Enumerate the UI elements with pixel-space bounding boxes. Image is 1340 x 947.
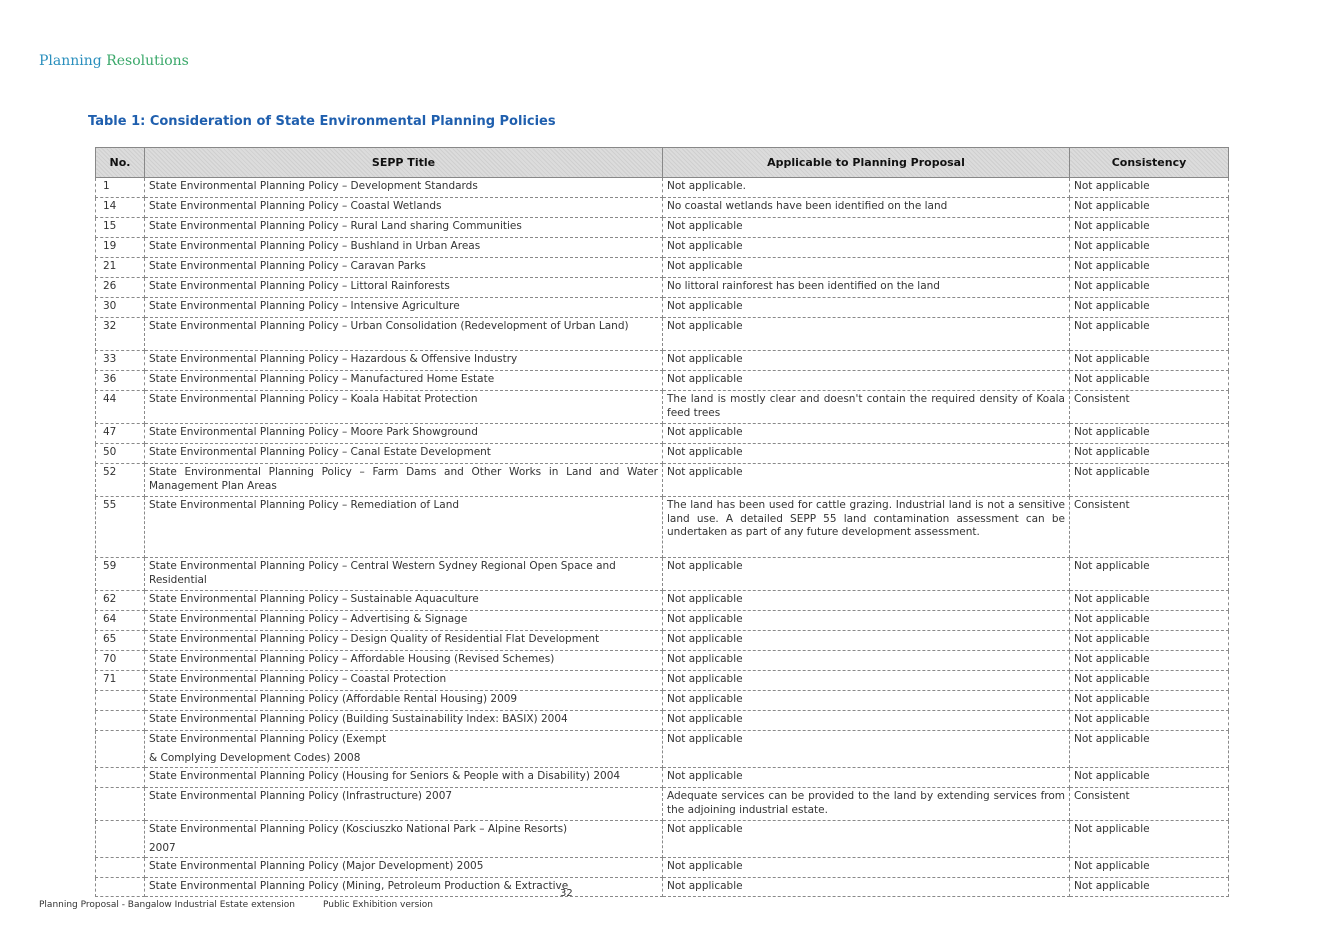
row-title: State Environmental Planning Policy – Koala Habitat Protection <box>145 391 663 424</box>
row-applicable: Not applicable <box>663 821 1070 858</box>
row-consistency: Not applicable <box>1070 591 1229 611</box>
row-no: 19 <box>96 238 145 258</box>
row-title: State Environmental Planning Policy (Infrastructure) 2007 <box>145 788 663 821</box>
row-applicable: Not applicable <box>663 444 1070 464</box>
row-no: 15 <box>96 218 145 238</box>
row-applicable: Not applicable <box>663 631 1070 651</box>
row-no: 70 <box>96 651 145 671</box>
table-row <box>96 691 1229 711</box>
row-no: 1 <box>96 178 145 198</box>
table-row <box>96 631 1229 651</box>
table-row <box>96 731 1229 768</box>
table-row <box>96 558 1229 591</box>
row-applicable: Not applicable <box>663 238 1070 258</box>
row-no <box>96 768 145 788</box>
row-applicable: Not applicable <box>663 731 1070 768</box>
row-applicable: No coastal wetlands have been identified on the land <box>663 198 1070 218</box>
row-applicable: Not applicable <box>663 711 1070 731</box>
table-row <box>96 258 1229 278</box>
row-title-line1: State Environmental Planning Policy (Exempt <box>149 733 387 745</box>
row-applicable: Not applicable <box>663 218 1070 238</box>
row-no <box>96 711 145 731</box>
row-consistency: Not applicable <box>1070 711 1229 731</box>
table-row <box>96 444 1229 464</box>
row-consistency: Consistent <box>1070 788 1229 821</box>
table-caption: Table 1: Consideration of State Environmental Planning Policies <box>88 114 556 129</box>
row-no: 32 <box>96 318 145 351</box>
row-no <box>96 691 145 711</box>
row-no <box>96 731 145 768</box>
row-title: State Environmental Planning Policy – Caravan Parks <box>145 258 663 278</box>
row-no <box>96 788 145 821</box>
row-title: State Environmental Planning Policy – Development Standards <box>145 178 663 198</box>
row-applicable: No littoral rainforest has been identified on the land <box>663 278 1070 298</box>
row-title-line2: 2007 <box>149 841 176 854</box>
row-no: 14 <box>96 198 145 218</box>
row-consistency: Not applicable <box>1070 318 1229 351</box>
row-title: State Environmental Planning Policy – Littoral Rainforests <box>145 278 663 298</box>
row-title: State Environmental Planning Policy – Hazardous & Offensive Industry <box>145 351 663 371</box>
table-row <box>96 497 1229 558</box>
row-no: 47 <box>96 424 145 444</box>
row-consistency: Not applicable <box>1070 558 1229 591</box>
table-row <box>96 218 1229 238</box>
table-row <box>96 298 1229 318</box>
row-title: State Environmental Planning Policy – Design Quality of Residential Flat Development <box>145 631 663 651</box>
row-applicable: Not applicable <box>663 558 1070 591</box>
table-row <box>96 788 1229 821</box>
table-row <box>96 651 1229 671</box>
row-no <box>96 858 145 878</box>
row-consistency: Not applicable <box>1070 651 1229 671</box>
row-title: State Environmental Planning Policy – Farm Dams and Other Works in Land and Water Management Plan Areas <box>145 464 663 497</box>
row-title: State Environmental Planning Policy – Manufactured Home Estate <box>145 371 663 391</box>
row-applicable: Not applicable <box>663 878 1070 897</box>
table-row <box>96 768 1229 788</box>
table-row <box>96 178 1229 198</box>
row-consistency: Not applicable <box>1070 198 1229 218</box>
row-consistency: Not applicable <box>1070 464 1229 497</box>
row-applicable: Not applicable <box>663 858 1070 878</box>
row-title <box>145 731 663 768</box>
row-applicable: Not applicable <box>663 768 1070 788</box>
table-row <box>96 821 1229 858</box>
table-row <box>96 318 1229 351</box>
row-consistency: Not applicable <box>1070 768 1229 788</box>
row-title: State Environmental Planning Policy – Advertising & Signage <box>145 611 663 631</box>
table-row <box>96 671 1229 691</box>
table-row <box>96 858 1229 878</box>
row-no: 62 <box>96 591 145 611</box>
row-title: State Environmental Planning Policy (Mining, Petroleum Production & Extractive <box>145 878 663 897</box>
row-applicable: The land is mostly clear and doesn't contain the required density of Koala feed trees <box>663 391 1070 424</box>
row-applicable: Not applicable <box>663 318 1070 351</box>
table-row <box>96 351 1229 371</box>
row-consistency: Not applicable <box>1070 258 1229 278</box>
row-applicable: Not applicable <box>663 258 1070 278</box>
row-consistency: Not applicable <box>1070 298 1229 318</box>
column-header-consistency: Consistency <box>1070 148 1229 178</box>
column-header-no: No. <box>96 148 145 178</box>
row-title-line1: State Environmental Planning Policy (Kosciuszko National Park – Alpine Resorts) <box>149 823 568 835</box>
row-applicable: Not applicable <box>663 591 1070 611</box>
row-consistency: Not applicable <box>1070 691 1229 711</box>
row-title: State Environmental Planning Policy – Remediation of Land <box>145 497 663 558</box>
row-title: State Environmental Planning Policy (Major Development) 2005 <box>145 858 663 878</box>
table-row <box>96 278 1229 298</box>
row-no: 50 <box>96 444 145 464</box>
row-title: State Environmental Planning Policy – Moore Park Showground <box>145 424 663 444</box>
row-consistency: Not applicable <box>1070 424 1229 444</box>
table-header-row <box>96 148 1229 178</box>
row-title: State Environmental Planning Policy – Coastal Wetlands <box>145 198 663 218</box>
row-consistency: Not applicable <box>1070 671 1229 691</box>
row-applicable: Not applicable <box>663 424 1070 444</box>
row-no: 44 <box>96 391 145 424</box>
row-title: State Environmental Planning Policy (Housing for Seniors & People with a Disability) 2004 <box>145 768 663 788</box>
row-no: 36 <box>96 371 145 391</box>
table-row <box>96 611 1229 631</box>
table-row <box>96 391 1229 424</box>
row-consistency: Not applicable <box>1070 178 1229 198</box>
row-title: State Environmental Planning Policy (Affordable Rental Housing) 2009 <box>145 691 663 711</box>
row-applicable: Not applicable. <box>663 178 1070 198</box>
column-header-applicable: Applicable to Planning Proposal <box>663 148 1070 178</box>
table-row <box>96 198 1229 218</box>
row-title: State Environmental Planning Policy – Urban Consolidation (Redevelopment of Urban Land) <box>145 318 663 351</box>
row-consistency: Not applicable <box>1070 278 1229 298</box>
row-applicable: The land has been used for cattle grazing. Industrial land is not a sensitive land use. A detailed SEPP 55 land contamination assessment can be undertaken as part of any future development assessment. <box>663 497 1070 558</box>
row-consistency: Consistent <box>1070 391 1229 424</box>
table-row <box>96 371 1229 391</box>
row-title: State Environmental Planning Policy – Canal Estate Development <box>145 444 663 464</box>
table-row <box>96 711 1229 731</box>
row-consistency: Not applicable <box>1070 631 1229 651</box>
row-no: 33 <box>96 351 145 371</box>
table-row <box>96 464 1229 497</box>
row-no: 64 <box>96 611 145 631</box>
row-title: State Environmental Planning Policy – Rural Land sharing Communities <box>145 218 663 238</box>
footer-document-title: Planning Proposal - Bangalow Industrial Estate extension <box>39 900 295 910</box>
row-applicable: Not applicable <box>663 611 1070 631</box>
brand-text-part2: Resolutions <box>106 53 189 69</box>
column-header-sepp-title: SEPP Title <box>145 148 663 178</box>
row-no: 59 <box>96 558 145 591</box>
sepp-table <box>95 147 1229 897</box>
row-consistency: Not applicable <box>1070 371 1229 391</box>
table-row <box>96 591 1229 611</box>
footer-version: Public Exhibition version <box>323 900 433 910</box>
row-applicable: Not applicable <box>663 464 1070 497</box>
row-applicable: Not applicable <box>663 651 1070 671</box>
row-applicable: Not applicable <box>663 671 1070 691</box>
table-row <box>96 238 1229 258</box>
row-no: 55 <box>96 497 145 558</box>
row-consistency: Not applicable <box>1070 858 1229 878</box>
row-consistency: Not applicable <box>1070 878 1229 897</box>
row-no: 65 <box>96 631 145 651</box>
row-title: State Environmental Planning Policy – Central Western Sydney Regional Open Space and Residential <box>145 558 663 591</box>
row-title: State Environmental Planning Policy – Affordable Housing (Revised Schemes) <box>145 651 663 671</box>
row-no: 30 <box>96 298 145 318</box>
table-row <box>96 878 1229 897</box>
row-no: 71 <box>96 671 145 691</box>
table-row <box>96 424 1229 444</box>
row-title <box>145 821 663 858</box>
brand-logo-text <box>39 53 189 69</box>
row-applicable: Not applicable <box>663 351 1070 371</box>
row-applicable: Not applicable <box>663 691 1070 711</box>
row-consistency: Not applicable <box>1070 444 1229 464</box>
row-applicable: Adequate services can be provided to the land by extending services from the adjoining industrial estate. <box>663 788 1070 821</box>
row-no: 21 <box>96 258 145 278</box>
row-consistency: Not applicable <box>1070 731 1229 768</box>
page-number: 32 <box>560 888 573 899</box>
row-consistency: Not applicable <box>1070 611 1229 631</box>
row-consistency: Not applicable <box>1070 218 1229 238</box>
row-applicable: Not applicable <box>663 371 1070 391</box>
row-no <box>96 821 145 858</box>
row-title: State Environmental Planning Policy – Coastal Protection <box>145 671 663 691</box>
row-title: State Environmental Planning Policy – Bushland in Urban Areas <box>145 238 663 258</box>
row-no <box>96 878 145 897</box>
row-title: State Environmental Planning Policy – Intensive Agriculture <box>145 298 663 318</box>
row-no: 26 <box>96 278 145 298</box>
row-title: State Environmental Planning Policy (Building Sustainability Index: BASIX) 2004 <box>145 711 663 731</box>
row-title-line2: & Complying Development Codes) 2008 <box>149 751 361 764</box>
row-consistency: Consistent <box>1070 497 1229 558</box>
row-consistency: Not applicable <box>1070 821 1229 858</box>
row-consistency: Not applicable <box>1070 351 1229 371</box>
row-applicable: Not applicable <box>663 298 1070 318</box>
row-consistency: Not applicable <box>1070 238 1229 258</box>
brand-text-part1: Planning <box>39 53 107 69</box>
row-title: State Environmental Planning Policy – Sustainable Aquaculture <box>145 591 663 611</box>
row-no: 52 <box>96 464 145 497</box>
